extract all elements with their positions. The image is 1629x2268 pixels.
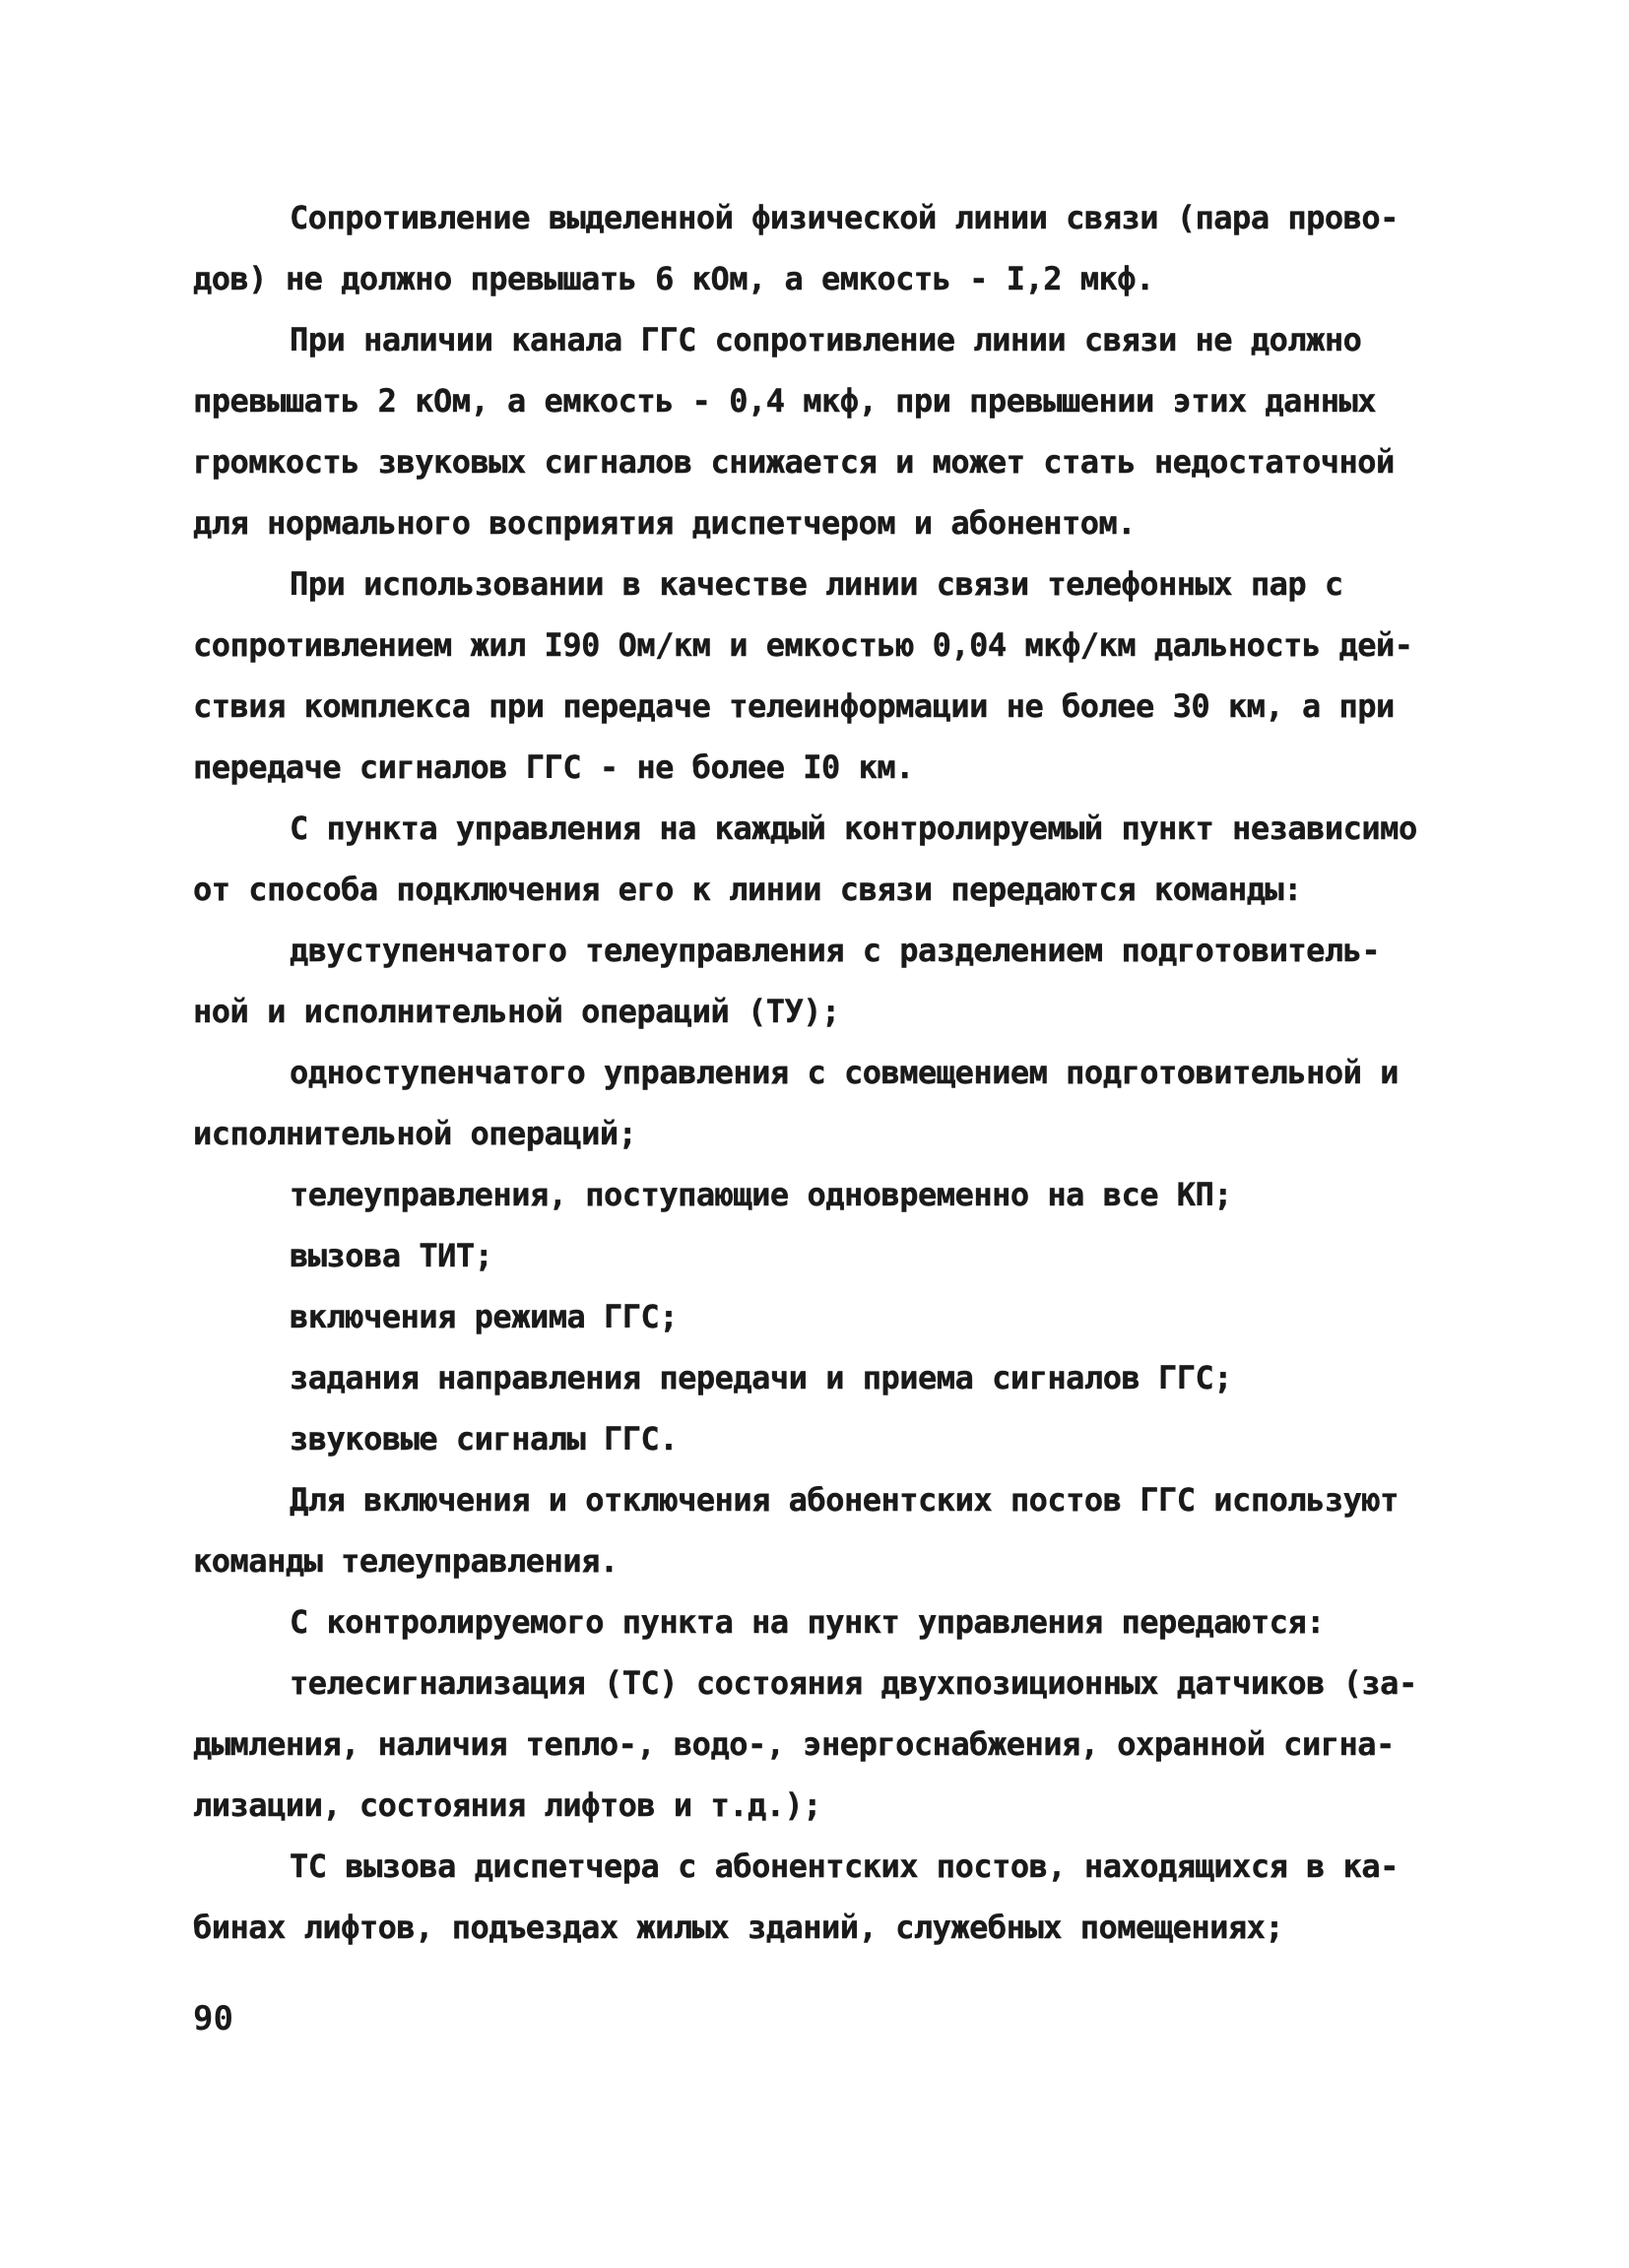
- text-line: задания направления передачи и приема сигналов ГГС;: [290, 1359, 1233, 1396]
- text-line: звуковые сигналы ГГС.: [290, 1420, 679, 1458]
- text-line: дымления, наличия тепло-, водо-, энергоснабжения, охранной сигна-: [193, 1725, 1395, 1763]
- text-line: дов) не должно превышать 6 кОм, а емкость - I,2 мкф.: [193, 260, 1154, 297]
- text-line: от способа подключения его к линии связи передаются команды:: [193, 871, 1302, 908]
- text-line: включения режима ГГС;: [290, 1298, 679, 1335]
- text-line: ТС вызова диспетчера с абонентских постов, находящихся в ка-: [290, 1847, 1399, 1885]
- text-line: ствия комплекса при передаче телеинформации не более 30 км, а при: [193, 687, 1395, 725]
- text-line: С пункта управления на каждый контролируемый пункт независимо: [290, 810, 1417, 847]
- text-line: одноступенчатого управления с совмещением подготовительной и: [290, 1054, 1399, 1091]
- text-line: для нормального восприятия диспетчером и абонентом.: [193, 504, 1137, 542]
- text-line: лизации, состояния лифтов и т.д.);: [193, 1786, 822, 1824]
- text-line: двуступенчатого телеуправления с разделением подготовитель-: [290, 932, 1381, 969]
- text-line: С контролируемого пункта на пункт управления передаются:: [290, 1603, 1325, 1641]
- text-line: сопротивлением жил I90 Ом/км и емкостью 0,04 мкф/км дальность дей-: [193, 626, 1413, 664]
- text-line: громкость звуковых сигналов снижается и может стать недостаточной: [193, 443, 1395, 481]
- text-line: телесигнализация (ТС) состояния двухпозиционных датчиков (за-: [290, 1664, 1417, 1702]
- text-line: передаче сигналов ГГС - не более I0 км.: [193, 748, 914, 786]
- text-line: При наличии канала ГГС сопротивление линии связи не должно: [290, 321, 1362, 358]
- text-line: ной и исполнительной операций (ТУ);: [193, 993, 840, 1030]
- text-line: телеуправления, поступающие одновременно на все КП;: [290, 1176, 1233, 1213]
- text-line: вызова ТИТ;: [290, 1237, 493, 1274]
- text-line: Для включения и отключения абонентских постов ГГС используют: [290, 1481, 1399, 1519]
- text-line: При использовании в качестве линии связи телефонных пар с: [290, 565, 1343, 603]
- body-text: [193, 187, 1464, 1958]
- page-number: 90: [193, 1999, 233, 2039]
- text-line: Сопротивление выделенной физической линии связи (пара прово-: [290, 199, 1399, 236]
- text-line: исполнительной операций;: [193, 1115, 637, 1152]
- text-line: превышать 2 кОм, а емкость - 0,4 мкф, при превышении этих данных: [193, 382, 1376, 420]
- text-line: команды телеуправления.: [193, 1542, 619, 1580]
- text-line: бинах лифтов, подъездах жилых зданий, служебных помещениях;: [193, 1909, 1284, 1946]
